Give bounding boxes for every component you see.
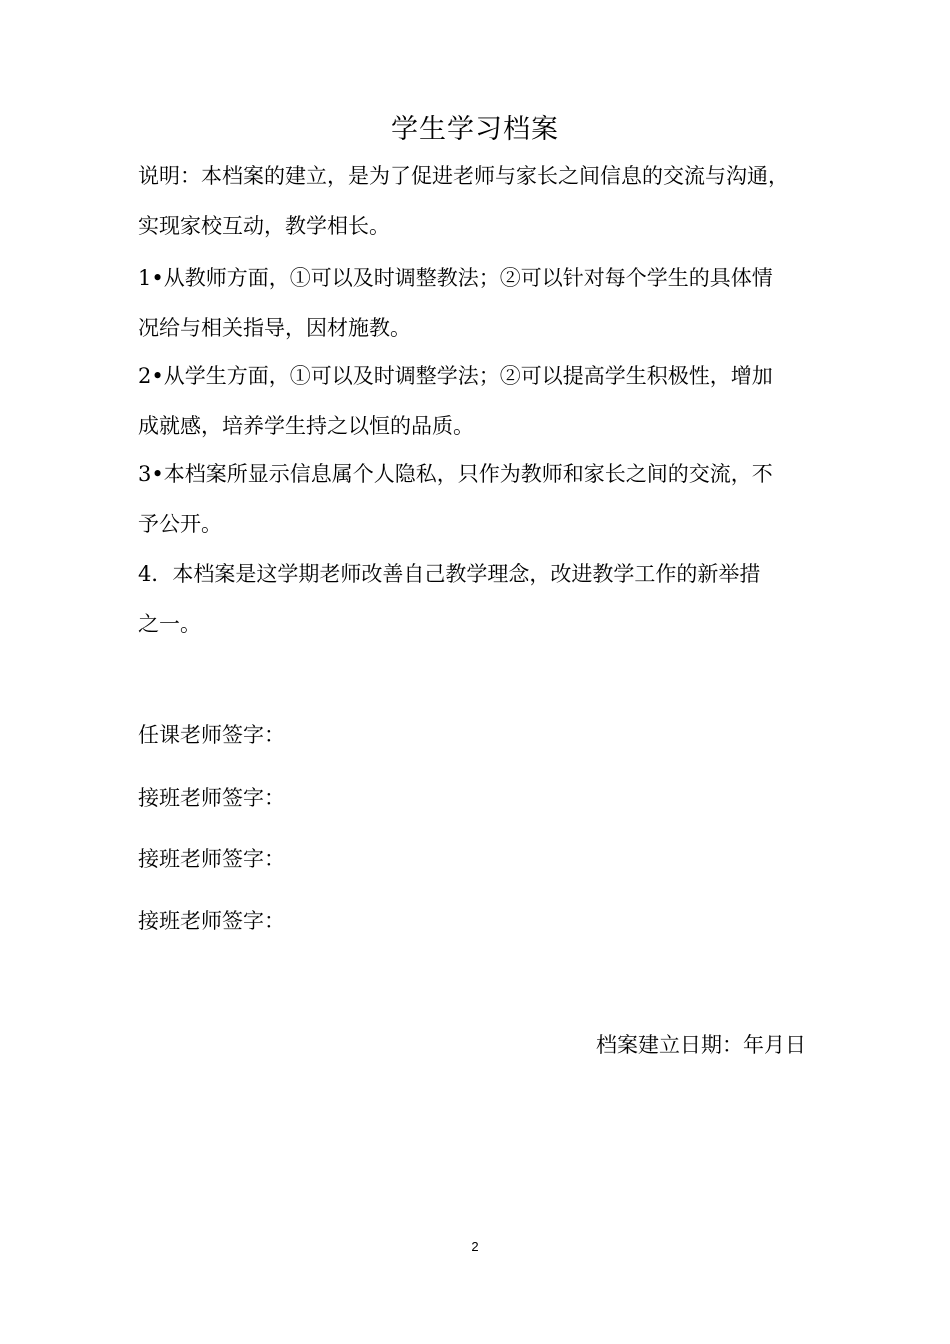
signature-successor-2: 接班老师签字： (138, 847, 285, 871)
list-item-4-line-1: 4．本档案是这学期老师改善自己教学理念，改进教学工作的新举措 (138, 562, 761, 586)
document-title: 学生学习档案 (391, 114, 559, 145)
signature-successor-3: 接班老师签字： (138, 909, 285, 933)
intro-paragraph (138, 152, 828, 251)
list-item-1 (138, 254, 828, 353)
list-item-1-line-1: 1•从教师方面，①可以及时调整教法；②可以针对每个学生的具体情 (138, 266, 773, 290)
intro-line-1: 说明：本档案的建立，是为了促进老师与家长之间信息的交流与沟通， (138, 164, 789, 188)
list-item-4 (138, 550, 828, 649)
creation-date: 档案建立日期：年月日 (596, 1033, 806, 1057)
list-item-1-line-2: 况给与相关指导，因材施教。 (138, 315, 411, 340)
list-item-4-line-2: 之一。 (138, 611, 201, 636)
page-number: 2 (471, 1239, 479, 1254)
list-item-3 (138, 450, 828, 549)
list-item-3-line-2: 予公开。 (138, 511, 222, 536)
list-item-2-line-2: 成就感，培养学生持之以恒的品质。 (138, 413, 474, 438)
intro-line-2: 实现家校互动，教学相长。 (138, 213, 390, 238)
list-item-2 (138, 352, 828, 451)
signature-teacher: 任课老师签字： (138, 723, 285, 747)
signature-successor-1: 接班老师签字： (138, 786, 285, 810)
list-item-2-line-1: 2•从学生方面，①可以及时调整学法；②可以提高学生积极性，增加 (138, 364, 773, 388)
list-item-3-line-1: 3•本档案所显示信息属个人隐私，只作为教师和家长之间的交流，不 (138, 462, 773, 486)
